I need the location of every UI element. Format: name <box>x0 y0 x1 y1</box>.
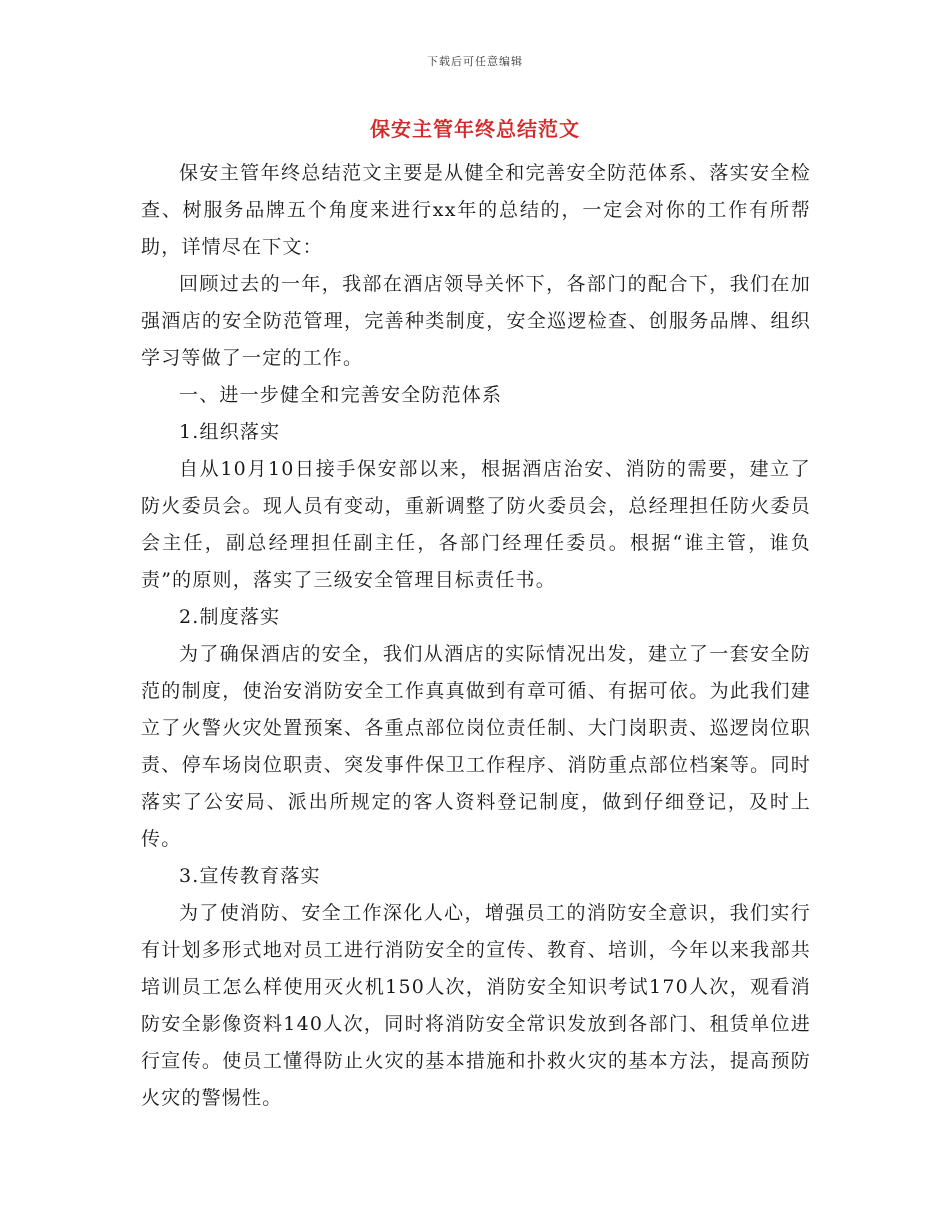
subheading-education: 3.宣传教育落实 <box>179 865 321 887</box>
intro-paragraph: 保安主管年终总结范文主要是从健全和完善安全防范体系、落实安全检查、树服务品牌五个角度来进行xx年的总结的，一定会对你的工作有所帮助，详情尽在下文： <box>141 162 811 258</box>
education-paragraph: 为了使消防、安全工作深化人心，增强员工的消防安全意识，我们实行有计划多形式地对员工进行消防安全的宣传、教育、培训，今年以来我部共培训员工怎么样使用灭火机150人次，消防安全知识考试170人次，观看消防安全影像资料140人次，同时将消防安全常识发放到各部门、租赁单位进行宣传。使员工懂得防止火灾的基本措施和扑救火灾的基本方法，提高预防火灾的警惕性。 <box>141 902 811 1109</box>
review-paragraph: 回顾过去的一年，我部在酒店领导关怀下，各部门的配合下，我们在加强酒店的安全防范管理，完善种类制度，安全巡逻检查、创服务品牌、组织学习等做了一定的工作。 <box>141 273 811 369</box>
system-paragraph: 为了确保酒店的安全，我们从酒店的实际情况出发，建立了一套安全防范的制度，使治安消防安全工作真真做到有章可循、有据可依。为此我们建立了火警火灾处置预案、各重点部位岗位责任制、大门岗职责、巡逻岗位职责、停车场岗位职责、突发事件保卫工作程序、消防重点部位档案等。同时落实了公安局、派出所规定的客人资料登记制度，做到仔细登记，及时上传。 <box>141 643 811 850</box>
section-heading: 一、进一步健全和完善安全防范体系 <box>179 384 503 406</box>
subheading-organization: 1.组织落实 <box>179 421 281 443</box>
document-body <box>141 155 811 1117</box>
organization-paragraph: 自从10月10日接手保安部以来，根据酒店治安、消防的需要，建立了防火委员会。现人员有变动，重新调整了防火委员会，总经理担任防火委员会主任，副总经理担任副主任，各部门经理任委员。根据“谁主管，谁负责”的原则，落实了三级安全管理目标责任书。 <box>141 458 811 591</box>
header-note: 下载后可任意编辑 <box>427 55 523 68</box>
document-title: 保安主管年终总结范文 <box>370 117 580 141</box>
subheading-system: 2.制度落实 <box>179 606 281 628</box>
